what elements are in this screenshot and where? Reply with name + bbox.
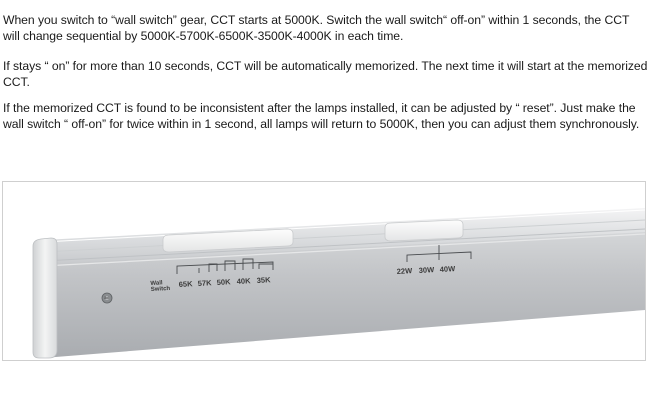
cct-option-35k: 35K	[256, 275, 271, 285]
paragraph-reset: If the memorized CCT is found to be inconsistent after the lamps installed, it can be adjusted by “ reset”. Just make the wall switch “ off-on” for twice within in 1 second, all lamps will return to 5000K, then you can adjust them synchronously.	[3, 101, 640, 131]
power-switch-cover	[385, 220, 463, 241]
power-option-30w: 30W	[418, 265, 435, 275]
switch-label: Switch	[150, 285, 171, 293]
wall-switch-label	[150, 280, 170, 293]
lamp-fixture-illustration	[3, 182, 645, 360]
paragraph-memorize: If stays “ on” for more than 10 seconds, CCT will be automatically memorized. The next time it will start at the memorized CCT.	[3, 59, 648, 89]
wall-label: Wall	[150, 280, 163, 288]
power-option-22w: 22W	[396, 266, 413, 276]
screw-mark: 3d	[104, 295, 109, 300]
cct-option-57k: 57K	[197, 278, 212, 288]
cct-option-40k: 40K	[236, 276, 251, 286]
lamp-end-cap	[33, 238, 57, 358]
power-option-40w: 40W	[439, 264, 456, 274]
document-text	[3, 12, 648, 132]
cct-option-50k: 50K	[216, 277, 231, 287]
cct-option-65k: 65K	[178, 279, 193, 289]
paragraph-wall-switch: When you switch to “wall switch” gear, CCT starts at 5000K. Switch the wall switch“ off-on” within 1 seconds, the CCT will change sequential by 5000K-5700K-6500K-3500K-4000K in each time.	[3, 13, 630, 43]
lamp-product-image	[2, 181, 646, 361]
